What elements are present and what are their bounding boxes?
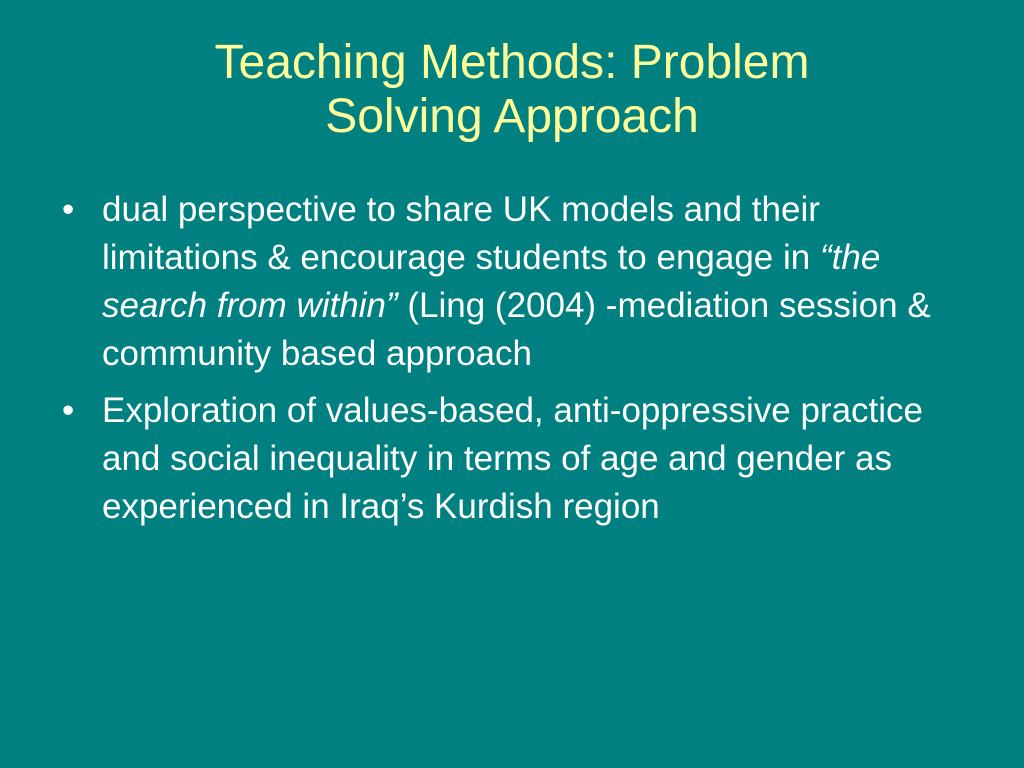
bullet-list [60,186,980,540]
bullet-text-after: (Ling (2004) -mediation session & community based approach [102,286,931,373]
slide-title-line-2: Solving Approach [325,90,699,143]
bullet-marker: • [62,391,75,430]
bullet-text-quote: “the search from within” [102,238,881,325]
bullet-text [102,391,923,526]
bullet-item-2 [60,387,980,531]
slide-title [60,36,964,144]
slide-title-line-1: Teaching Methods: Problem [214,36,810,89]
bullet-text [102,190,931,373]
bullet-item-1 [60,186,980,378]
bullet-text-before: dual perspective to share UK models and their limitations & encourage students to engage in [102,190,820,277]
bullet-marker: • [62,190,75,229]
bullet-text-before: Exploration of values-based, anti-oppressive practice and social inequality in terms of age and gender as experienced in Iraq’s Kurdish region [102,391,923,526]
